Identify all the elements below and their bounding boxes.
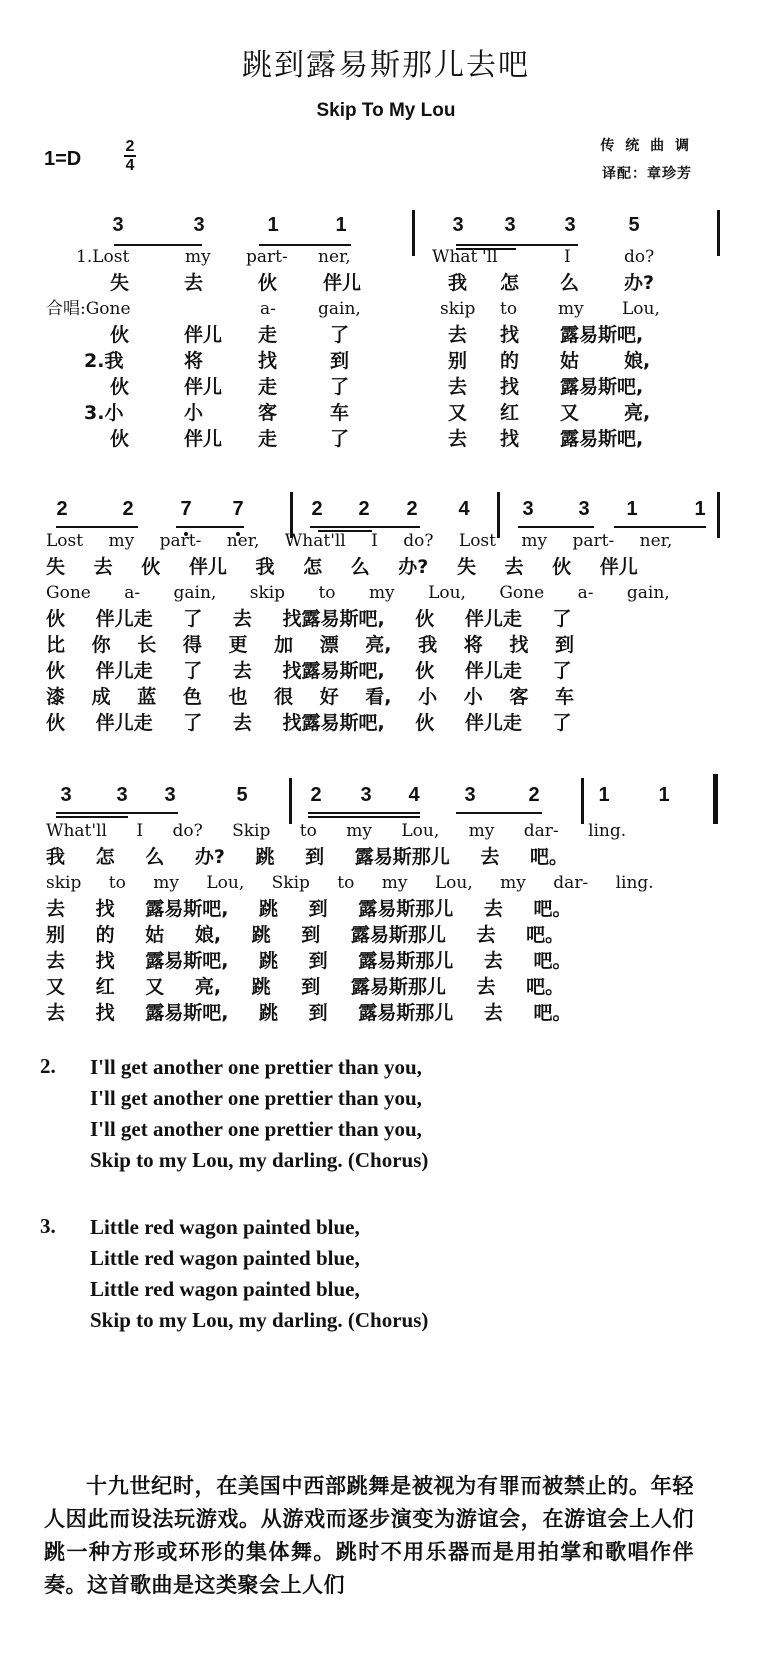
lyric: 去	[448, 324, 468, 346]
lyric: What	[432, 247, 478, 267]
note: 2	[310, 784, 322, 806]
lyric: a-	[260, 299, 276, 319]
lyric: 么	[560, 272, 580, 294]
credit-arranger: 译配：章珍芳	[602, 166, 692, 182]
lyric: 我	[448, 272, 468, 294]
lyric: 伴儿	[184, 428, 223, 450]
lyric-line: What'll I do? Skip to my Lou, my dar- ling.	[46, 821, 627, 841]
lyric-line: 比 你 长 得 更 加 漂 亮, 我 将 找 到	[46, 634, 574, 656]
lyric: to	[500, 299, 518, 319]
verse-line: Skip to my Lou, my darling. (Chorus)	[90, 1308, 429, 1332]
note: 1	[626, 498, 638, 520]
lyric: 走	[258, 376, 278, 398]
lyric-line: 伙 伴儿走 了 去 找露易斯吧, 伙 伴儿走 了	[46, 608, 572, 630]
lyric: 去	[448, 428, 468, 450]
eighth-beam	[56, 812, 178, 814]
lyric: 伙	[110, 428, 130, 450]
lyric-line: Lost my part- ner, What'll I do? Lost my part- ner,	[46, 531, 673, 551]
lyric-line: skip to my Lou, Skip to my Lou, my dar- ling.	[46, 873, 654, 893]
lyric: 走	[258, 428, 278, 450]
verse-line: I'll get another one prettier than you,	[90, 1055, 422, 1079]
note: 2	[528, 784, 540, 806]
lyric: 小	[184, 402, 204, 424]
lyric: 去	[184, 272, 204, 294]
time-signature-bottom: 4	[125, 157, 135, 174]
bar-line	[412, 210, 415, 256]
bar-line	[717, 210, 720, 256]
lyric: Lou,	[622, 299, 660, 319]
note: 3	[360, 784, 372, 806]
lyric: 1.Lost	[76, 247, 130, 267]
lyric: 了	[330, 428, 350, 450]
note: 2	[56, 498, 68, 520]
lyric: 别	[448, 350, 468, 372]
bar-line	[717, 492, 720, 538]
lyric: 露易斯吧,	[560, 376, 644, 398]
lyric: 红	[500, 402, 520, 424]
note: 3	[193, 214, 205, 236]
note: 3	[522, 498, 534, 520]
lyric: 露易斯吧,	[560, 324, 644, 346]
eighth-beam	[308, 812, 420, 814]
lyric: I	[564, 247, 571, 267]
note: 3	[112, 214, 124, 236]
lyric: 合唱:Gone	[46, 299, 131, 319]
lyric: 失	[110, 272, 130, 294]
verse-line: Skip to my Lou, my darling. (Chorus)	[90, 1148, 429, 1172]
verse-line: I'll get another one prettier than you,	[90, 1117, 422, 1141]
lyric: skip	[440, 299, 476, 319]
lyric: 3.小	[84, 402, 124, 424]
lyric: 了	[330, 376, 350, 398]
lyric-line: 漆 成 蓝 色 也 很 好 看, 小 小 客 车	[46, 686, 574, 708]
lyric-line: 去 找 露易斯吧, 跳 到 露易斯那儿 去 吧。	[46, 950, 572, 972]
lyric-line: 去 找 露易斯吧, 跳 到 露易斯那儿 去 吧。	[46, 898, 572, 920]
lyric: 了	[330, 324, 350, 346]
lyric: 到	[330, 350, 350, 372]
song-title-chinese: 跳到露易斯那儿去吧	[242, 48, 530, 83]
lyric: 车	[330, 402, 350, 424]
lyric: part-	[246, 247, 288, 267]
credit-origin: 传 统 曲 调	[600, 138, 692, 154]
lyric: 伙	[110, 376, 130, 398]
note: 3	[164, 784, 176, 806]
final-bar-line	[713, 774, 718, 824]
lyric: 的	[500, 350, 520, 372]
note: 1	[694, 498, 706, 520]
time-signature-top: 2	[125, 138, 135, 155]
lyric: 将	[184, 350, 204, 372]
verse-line: Little red wagon painted blue,	[90, 1215, 360, 1239]
lyric-line: 我 怎 么 办? 跳 到 露易斯那儿 去 吧。	[46, 846, 568, 868]
lyric-line: 别 的 姑 娘, 跳 到 露易斯那儿 去 吧。	[46, 924, 565, 946]
lyric: 客	[258, 402, 278, 424]
note: 3	[504, 214, 516, 236]
verse-line: I'll get another one prettier than you,	[90, 1086, 422, 1110]
background-note-paragraph: 十九世纪时，在美国中西部跳舞是被视为有罪而被禁止的。年轻人因此而设法玩游戏。从游戏而逐步演变为游谊会，在游谊会上人们跳一种方形或环形的集体舞。跳时不用乐器而是用拍掌和歌唱作伴奏。这首歌曲是这类聚会上人们	[44, 1474, 694, 1597]
lyric: 伴儿	[184, 376, 223, 398]
note: 1	[598, 784, 610, 806]
time-signature	[124, 138, 136, 174]
note: 7	[232, 498, 244, 520]
lyric: 伙	[110, 324, 130, 346]
lyric: 去	[448, 376, 468, 398]
eighth-beam	[456, 812, 542, 814]
note: 2	[358, 498, 370, 520]
lyric-line: 伙 伴儿走 了 去 找露易斯吧, 伙 伴儿走 了	[46, 660, 572, 682]
note: 3	[464, 784, 476, 806]
note: 2	[406, 498, 418, 520]
lyric-line: 失 去 伙 伴儿 我 怎 么 办? 失 去 伙 伴儿	[46, 556, 638, 578]
lyric: 亮,	[624, 402, 651, 424]
note: 3	[578, 498, 590, 520]
note: 1	[267, 214, 279, 236]
note: 3	[116, 784, 128, 806]
lyric: my	[558, 299, 584, 319]
lyric: 娘,	[624, 350, 651, 372]
key-signature: 1=D	[44, 148, 82, 170]
lyric: 'll	[482, 247, 498, 267]
song-title-english: Skip To My Lou	[316, 100, 456, 121]
note: 5	[236, 784, 248, 806]
lyric: 伴儿	[184, 324, 223, 346]
lyric: 找	[258, 350, 278, 372]
lyric: do?	[624, 247, 655, 267]
note: 7	[180, 498, 192, 520]
lyric: 找	[500, 324, 520, 346]
note: 2	[311, 498, 323, 520]
lyric: 伙	[258, 272, 278, 294]
lyric: my	[185, 247, 211, 267]
lyric-line: 伙 伴儿走 了 去 找露易斯吧, 伙 伴儿走 了	[46, 712, 572, 734]
lyric: 走	[258, 324, 278, 346]
lyric: 又	[560, 402, 580, 424]
lyric: gain,	[318, 299, 361, 319]
lyric-line: 又 红 又 亮, 跳 到 露易斯那儿 去 吧。	[46, 976, 565, 998]
lyric: 找	[500, 428, 520, 450]
lyric: 怎	[500, 272, 520, 294]
verse-line: Little red wagon painted blue,	[90, 1246, 360, 1270]
lyric: 又	[448, 402, 468, 424]
lyric: ner,	[318, 247, 351, 267]
note: 1	[658, 784, 670, 806]
note: 2	[122, 498, 134, 520]
note: 3	[60, 784, 72, 806]
lyric: 露易斯吧,	[560, 428, 644, 450]
verse-number: 3.	[40, 1214, 56, 1238]
lyric: 伴儿	[323, 272, 362, 294]
note: 5	[628, 214, 640, 236]
lyric-line: Gone a- gain, skip to my Lou, Gone a- gain,	[46, 583, 670, 603]
note: 4	[458, 498, 470, 520]
lyric: 2.我	[84, 350, 124, 372]
lyric: 找	[500, 376, 520, 398]
note: 3	[452, 214, 464, 236]
note: 3	[564, 214, 576, 236]
lyric: 姑	[560, 350, 580, 372]
note: 1	[335, 214, 347, 236]
lyric-line: 去 找 露易斯吧, 跳 到 露易斯那儿 去 吧。	[46, 1002, 572, 1024]
verse-number: 2.	[40, 1054, 56, 1078]
note: 4	[408, 784, 420, 806]
verse-line: Little red wagon painted blue,	[90, 1277, 360, 1301]
lyric: 办?	[624, 272, 655, 294]
